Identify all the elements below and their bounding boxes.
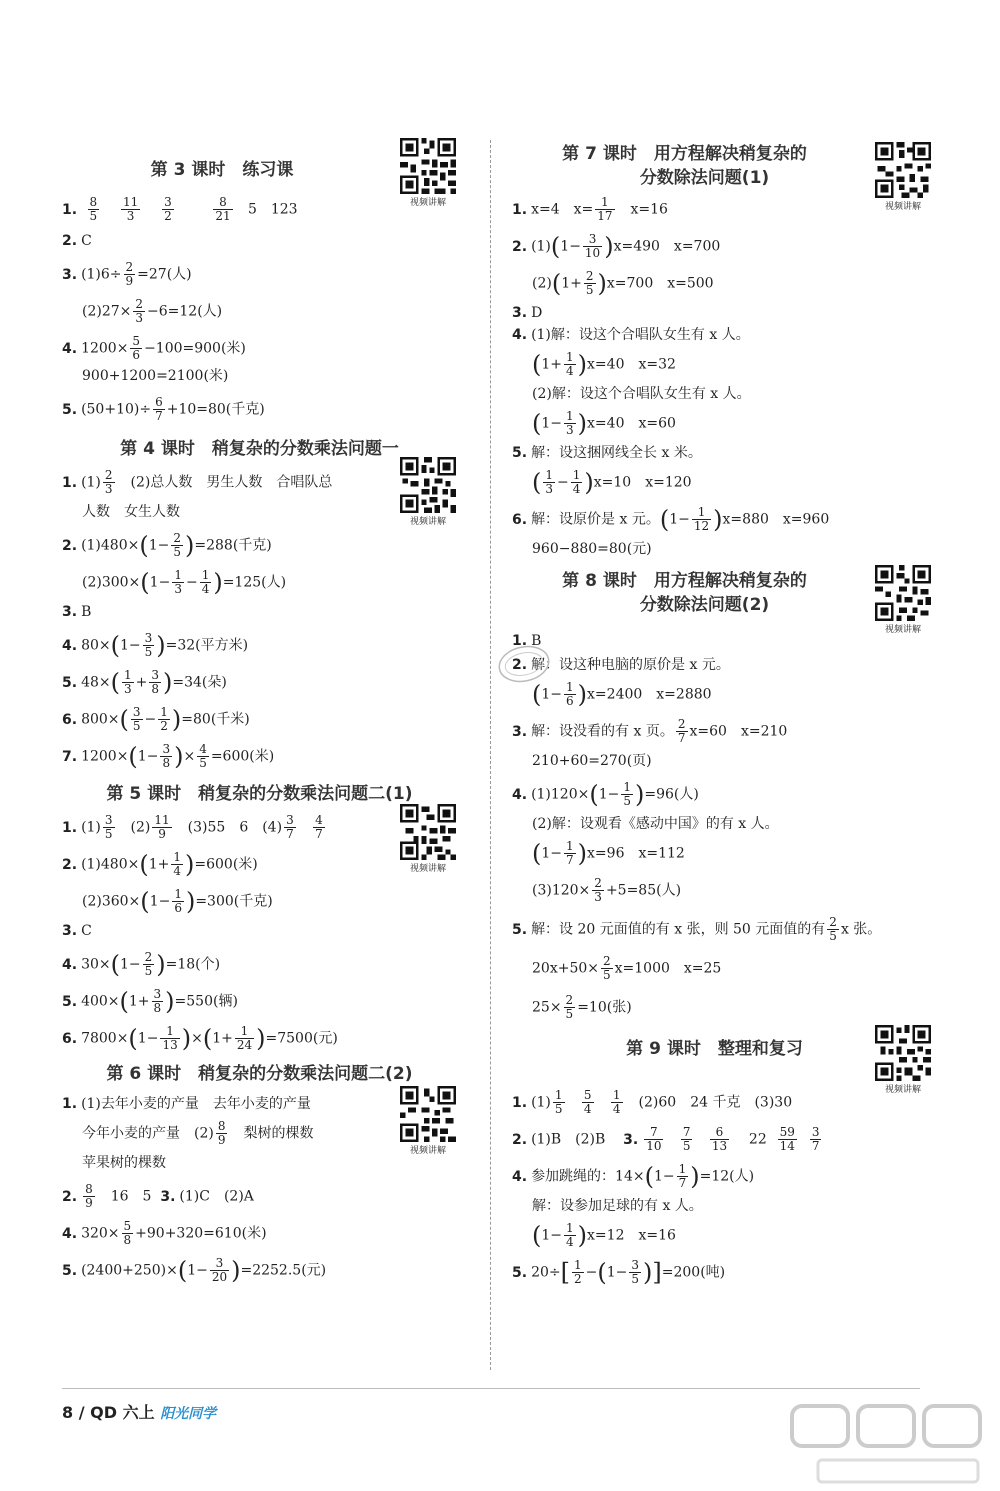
- fraction: $\frac{3}{2}$: [164, 195, 172, 223]
- qr-code[interactable]: [399, 138, 457, 208]
- qr-code[interactable]: 视频讲解: [874, 142, 932, 212]
- q-6-1-l3: 苹果树的棵数: [82, 1155, 166, 1171]
- q-8-5: 5. 解：设 20 元面值的有 x 张，则 50 元面值的有 $\frac{2}{5}$ x 张。: [512, 915, 882, 943]
- q-8-2-eq: (1− $\frac{1}{6}$ )x=2400 x=2880: [532, 680, 712, 709]
- q-7-4a-eq: (1+ $\frac{1}{4}$ )x=40 x=32: [532, 350, 676, 379]
- fraction: $\frac{8}{21}$: [215, 195, 231, 223]
- qr-code-icon: [875, 1025, 931, 1081]
- book-code: QD 六上: [90, 1403, 155, 1422]
- q-7-6-l2: 960−880=80(元): [532, 541, 652, 557]
- q-4-5: 5. 48×( $\frac{1}{3}$ + $\frac{3}{8}$ )=34(朵): [62, 668, 227, 697]
- q-7-6: 6. 解：设原价是 x 元。(1− $\frac{1}{12}$ )x=880 x=960: [512, 505, 830, 534]
- q-9-4-l2: 解：设参加足球的有 x 人。: [532, 1198, 703, 1214]
- q-4-4: 4. 80×(1− $\frac{3}{5}$ )=32(平方米): [62, 631, 249, 660]
- q-6-2: 2. $\frac{8}{9}$ 16 5 3. (1)C (2)A: [62, 1182, 254, 1210]
- q-4-1-cont: 人数 女生人数: [82, 504, 180, 520]
- q-6-4: 4. 320× $\frac{5}{8}$ +90+320=610(米): [62, 1219, 267, 1247]
- section-title: 第 9 课时 整理和复习: [626, 1039, 803, 1059]
- section-lesson-8: [512, 569, 932, 1021]
- q-8-4b-eq: (1− $\frac{1}{7}$ )x=96 x=112: [532, 839, 685, 868]
- q-7-3: 3. D: [512, 305, 543, 321]
- q-7-5-eq: ( $\frac{1}{3}$ − $\frac{1}{4}$ )x=10 x=120: [532, 468, 692, 497]
- q-5-5: 5. 400×(1+ $\frac{3}{8}$ )=550(辆): [62, 987, 238, 1016]
- q-7-2b: (2)(1+ $\frac{2}{5}$ )x=700 x=500: [532, 269, 714, 298]
- qr-code[interactable]: 视频讲解: [399, 457, 457, 527]
- q-3-5: 5. (50+10)÷ $\frac{6}{7}$ +10=80(千克): [62, 395, 265, 423]
- stamp-icon: [495, 640, 553, 688]
- q-4-2b: (2)300×(1− $\frac{1}{3}$ − $\frac{1}{4}$ )=125(人): [82, 568, 287, 597]
- q-3-2: 2. C: [62, 233, 92, 249]
- left-column: [62, 130, 457, 1284]
- section-title: 第 5 课时 稍复杂的分数乘法问题二(1): [106, 784, 413, 804]
- q-4-3: 3. B: [62, 604, 92, 620]
- q-9-4-l3: (1− $\frac{1}{4}$ )x=12 x=16: [532, 1221, 676, 1250]
- qr-code-icon: [400, 1086, 456, 1142]
- q-8-3-l2: 210+60=270(页): [532, 753, 652, 769]
- q-9-1: 1. (1) $\frac{1}{5}$ $\frac{5}{4}$ $\frac{1}{4}$ (2)60 24 千克 (3)30: [512, 1088, 793, 1116]
- q-3-1: 1. $\frac{8}{5}$ $\frac{11}{3}$ $\frac{3}{2}$ $\frac{8}{21}$ 5 123: [62, 195, 298, 223]
- q-8-4c: (3)120× $\frac{2}{3}$ +5=85(人): [532, 876, 682, 904]
- q-8-5-l2: 20x+50× $\frac{2}{5}$ x=1000 x=25: [532, 954, 722, 982]
- q-4-6: 6. 800×( $\frac{3}{5}$ − $\frac{1}{2}$ )=80(千米): [62, 705, 250, 734]
- qr-code-icon: [875, 565, 931, 621]
- q-9-5: 5. 20÷[ $\frac{1}{2}$ −(1− $\frac{3}{5}$ )]=200(吨): [512, 1258, 726, 1287]
- q-9-4: 4. 参加跳绳的：14×(1− $\frac{1}{7}$ )=12(人): [512, 1162, 755, 1191]
- qr-code-icon: [400, 804, 456, 860]
- q-5-4: 4. 30×(1− $\frac{2}{5}$ )=18(个): [62, 950, 221, 979]
- section-lesson-5: [62, 782, 457, 1052]
- section-lesson-3: [62, 130, 457, 423]
- q-8-2: 2. 解：设这种电脑的原价是 x 元。: [512, 657, 730, 673]
- q-8-3: 3. 解：设没看的有 x 页。 $\frac{2}{7}$ x=60 x=210: [512, 717, 788, 745]
- q-3-3b: (2)27× $\frac{2}{3}$ −6=12(人): [82, 297, 223, 325]
- q-4-1: 1. (1) $\frac{2}{3}$ (2)总人数 男生人数 合唱队总: [62, 468, 333, 496]
- section-title: 第 7 课时 用方程解决稍复杂的 分数除法问题(1): [562, 144, 807, 188]
- q-8-4a: 4. (1)120×(1− $\frac{1}{5}$ )=96(人): [512, 780, 699, 809]
- right-column: [512, 130, 932, 1286]
- q-3-4b: 900+1200=2100(米): [82, 368, 229, 384]
- q-7-1: 1. x=4 x= $\frac{1}{17}$ x=16: [512, 195, 668, 223]
- q-7-2a: 2. (1)(1− $\frac{3}{10}$ )x=490 x=700: [512, 232, 721, 261]
- qr-caption: 视频讲解: [409, 198, 446, 208]
- qr-code[interactable]: 视频讲解: [874, 1025, 932, 1095]
- q-5-1: 1. (1) $\frac{3}{5}$ (2) $\frac{11}{9}$ (3)55 6 (4) $\frac{3}{7}$ $\frac{4}{7}$: [62, 813, 323, 841]
- q-3-3a: 3. (1)6÷ $\frac{2}{9}$ =27(人): [62, 260, 192, 288]
- section-title: 第 8 课时 用方程解决稍复杂的 分数除法问题(2): [562, 571, 807, 615]
- q-5-6: 6. 7800×(1− $\frac{1}{13}$ )×(1+ $\frac{1}{24}$ )=7500(元): [62, 1024, 338, 1053]
- q-5-2b: (2)360×(1− $\frac{1}{6}$ )=300(千克): [82, 887, 273, 916]
- section-lesson-7: [512, 130, 932, 559]
- q-7-4a: 4. (1)解：设这个合唱队女生有 x 人。: [512, 327, 750, 343]
- qr-code[interactable]: 视频讲解: [399, 1086, 457, 1156]
- q-8-5-l3: 25× $\frac{2}{5}$ =10(张): [532, 993, 632, 1021]
- section-lesson-9: [512, 1037, 932, 1286]
- column-divider: [490, 140, 491, 1370]
- q-7-5: 5. 解：设这捆网线全长 x 米。: [512, 445, 702, 461]
- q-4-7: 7. 1200×(1− $\frac{3}{8}$ )× $\frac{4}{5}$ =600(米): [62, 742, 275, 771]
- q-6-1: 1. (1)去年小麦的产量 去年小麦的产量: [62, 1096, 311, 1112]
- qr-code[interactable]: 视频讲解: [874, 565, 932, 635]
- q-4-2a: 2. (1)480×(1− $\frac{2}{5}$ )=288(千克): [62, 531, 272, 560]
- qr-code-icon: [400, 138, 456, 194]
- q-8-1: 1. B: [512, 633, 542, 649]
- watermark-logo-icon: [788, 1400, 988, 1488]
- qr-code-icon: [400, 457, 456, 513]
- q-6-1-l2: 今年小麦的产量 (2) $\frac{8}{9}$ 梨树的棵数: [82, 1119, 314, 1147]
- section-title: 第 6 课时 稍复杂的分数乘法问题二(2): [106, 1064, 413, 1084]
- q-6-5: 5. (2400+250)×(1− $\frac{3}{20}$ )=2252.5(元): [62, 1256, 327, 1285]
- q-5-3: 3. C: [62, 923, 92, 939]
- section-lesson-6: [62, 1062, 457, 1284]
- q-3-4a: 4. 1200× $\frac{5}{6}$ −100=900(米): [62, 334, 246, 362]
- qr-code[interactable]: 视频讲解: [399, 804, 457, 874]
- section-title: 第 4 课时 稍复杂的分数乘法问题一: [120, 439, 399, 459]
- brand-logo: 阳光同学: [160, 1406, 217, 1422]
- qr-code-icon: [875, 142, 931, 198]
- section-title: 第 3 课时 练习课: [150, 160, 294, 180]
- q-5-2a: 2. (1)480×(1+ $\frac{1}{4}$ )=600(米): [62, 850, 258, 879]
- q-9-2: 2. (1)B (2)B 3. $\frac{7}{10}$ $\frac{7}{5}$ $\frac{6}{13}$ 22 $\frac{59}{14}$ $\frac{3}{7}$: [512, 1125, 820, 1153]
- page-footer: 8 / QD 六上 阳光同学: [62, 1403, 217, 1422]
- footer-rule: [62, 1388, 920, 1389]
- q-7-4b-eq: (1− $\frac{1}{3}$ )x=40 x=60: [532, 409, 676, 438]
- q-8-4b: (2)解：设观看《感动中国》的有 x 人。: [532, 816, 779, 832]
- q-7-4b: (2)解：设这个合唱队女生有 x 人。: [532, 386, 751, 402]
- fraction: $\frac{8}{5}$: [89, 195, 98, 223]
- section-lesson-4: [62, 437, 457, 770]
- page-number: 8: [62, 1403, 74, 1422]
- fraction: $\frac{11}{3}$: [122, 195, 139, 223]
